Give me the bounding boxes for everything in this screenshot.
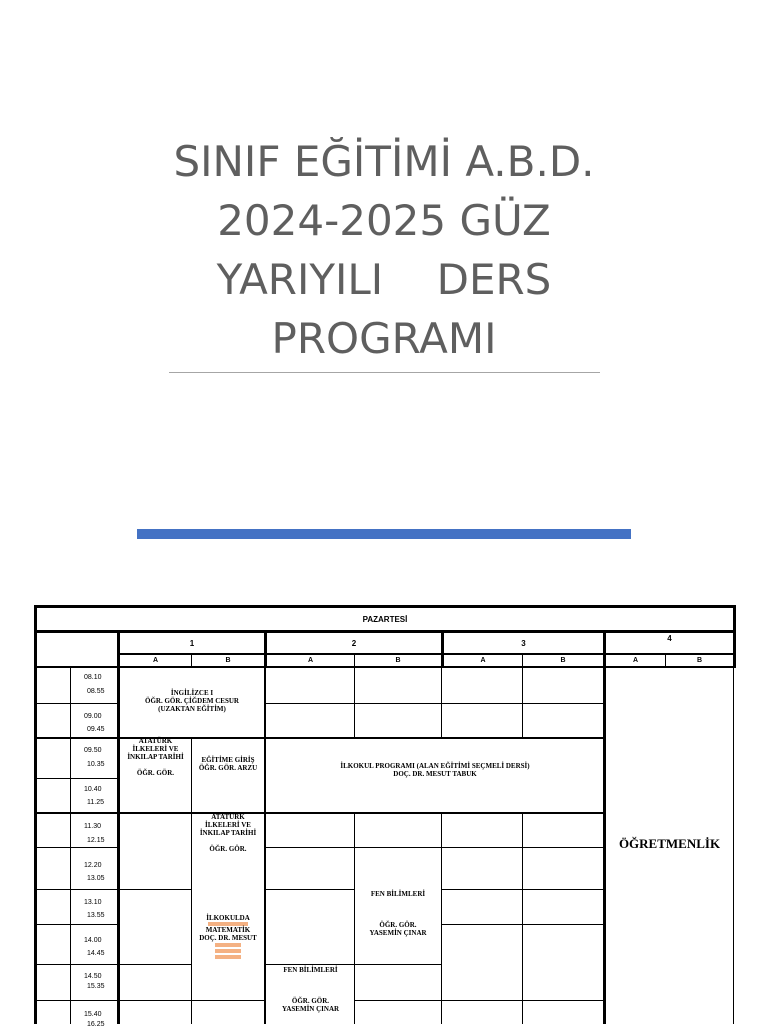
time-end: 12.15 bbox=[87, 837, 105, 844]
table-border bbox=[441, 889, 603, 890]
table-border bbox=[522, 814, 523, 1024]
time-end: 16.25 bbox=[87, 1021, 105, 1028]
time-start: 13.10 bbox=[84, 899, 102, 906]
course-ingilizce: İNGİLİZCE I ÖĞR. GÖR. ÇİĞDEM CESUR (UZAKTAN EĞİTİM) bbox=[145, 689, 239, 713]
time-start: 14.00 bbox=[84, 937, 102, 944]
time-end: 13.55 bbox=[87, 912, 105, 919]
time-end: 14.45 bbox=[87, 950, 105, 957]
section-b: B bbox=[395, 657, 401, 664]
table-border bbox=[37, 666, 736, 668]
highlight-mark bbox=[215, 955, 241, 959]
group-header-1: 1 bbox=[189, 638, 195, 648]
group-header-4: 4 bbox=[667, 633, 672, 643]
title-line-2: 2024-2025 GÜZ bbox=[217, 196, 551, 245]
highlight-mark bbox=[215, 943, 241, 947]
table-border bbox=[37, 889, 117, 890]
course-egitime-giris: EĞİTİME GİRİŞ ÖĞR. GÖR. ARZU bbox=[198, 756, 258, 772]
table-border bbox=[266, 964, 442, 965]
table-border bbox=[191, 739, 192, 1024]
time-start: 08.10 bbox=[84, 674, 102, 681]
time-end: 08.55 bbox=[87, 688, 105, 695]
section-a: A bbox=[632, 657, 639, 664]
time-start: 10.40 bbox=[84, 786, 102, 793]
course-ataturk-1b: ATATÜRK İLKELERİ VE İNKILAP TARİHİ ÖĞR. GÖR. bbox=[199, 813, 257, 853]
table-border bbox=[37, 812, 603, 814]
table-border bbox=[120, 1000, 191, 1001]
time-end: 10.35 bbox=[87, 761, 105, 768]
time-start: 09.50 bbox=[84, 747, 102, 754]
title-line-4: PROGRAMI bbox=[271, 314, 497, 363]
course-fen-2a: FEN BİLİMLERİ ÖĞR. GÖR. YASEMİN ÇINAR bbox=[281, 966, 340, 1013]
course-matematik: İLKOKULDA MATEMATİK DOÇ. DR. MESUT bbox=[192, 914, 264, 959]
table-border bbox=[37, 703, 117, 704]
course-fen-2b: FEN BİLİMLERİ ÖĞR. GÖR. YASEMİN ÇINAR bbox=[369, 890, 427, 937]
table-border bbox=[266, 847, 603, 848]
table-border bbox=[192, 1000, 264, 1001]
course-ogretmenlik: ÖĞRETMENLİK bbox=[618, 836, 721, 851]
table-border bbox=[733, 605, 736, 667]
time-start: 09.00 bbox=[84, 713, 102, 720]
table-border bbox=[37, 964, 117, 965]
section-a: A bbox=[152, 657, 159, 664]
course-ataturk-1a: ATATÜRK İLKELERİ VE İNKILAP TARİHİ ÖĞR. GÖR. bbox=[127, 737, 184, 777]
title-line-3: YARIYILI DERS bbox=[216, 255, 552, 304]
table-border bbox=[37, 778, 117, 779]
highlight-mark bbox=[215, 949, 241, 953]
table-border bbox=[441, 924, 603, 925]
section-b: B bbox=[696, 657, 703, 664]
table-border bbox=[120, 964, 191, 965]
group-header-3: 3 bbox=[521, 638, 526, 648]
table-border bbox=[120, 889, 191, 890]
table-border bbox=[37, 924, 117, 925]
table-border bbox=[266, 889, 354, 890]
table-border bbox=[37, 1000, 117, 1001]
time-start: 12.20 bbox=[84, 862, 102, 869]
day-header: PAZARTESİ bbox=[362, 614, 408, 624]
title-line-1: SINIF EĞİTİMİ A.B.D. bbox=[173, 137, 595, 186]
table-border bbox=[603, 633, 606, 1024]
section-b: B bbox=[225, 657, 231, 664]
table-border bbox=[70, 668, 71, 1024]
section-a: A bbox=[307, 657, 314, 664]
table-border bbox=[355, 1000, 603, 1001]
time-end: 15.35 bbox=[87, 983, 105, 990]
table-border bbox=[266, 703, 603, 704]
group-header-2: 2 bbox=[351, 638, 357, 648]
time-start: 14.50 bbox=[84, 973, 102, 980]
time-end: 13.05 bbox=[87, 875, 105, 882]
section-b: B bbox=[560, 657, 566, 664]
time-end: 11.25 bbox=[87, 799, 104, 806]
table-border bbox=[264, 668, 266, 1024]
time-start: 11.30 bbox=[84, 823, 101, 830]
table-border bbox=[37, 847, 117, 848]
time-start: 15.40 bbox=[84, 1011, 102, 1018]
time-end: 09.45 bbox=[87, 726, 105, 733]
table-border bbox=[441, 814, 442, 1024]
table-border bbox=[733, 668, 734, 1024]
section-a: A bbox=[480, 657, 486, 664]
course-ilkokul-programi: İLKOKUL PROGRAMI (ALAN EĞİTİMİ SEÇMELİ DERSİ) DOÇ. DR. MESUT TABUK bbox=[340, 762, 530, 778]
